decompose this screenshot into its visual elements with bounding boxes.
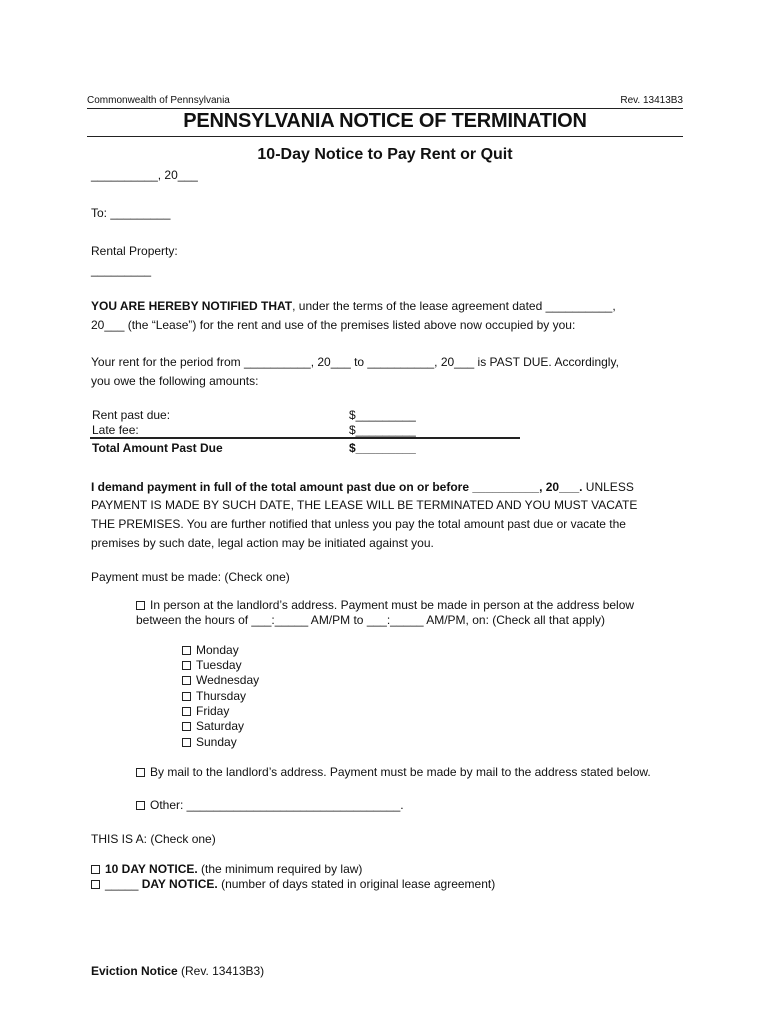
demand-line1-rest: UNLESS [582,480,634,494]
demand-line1 [91,478,634,497]
amount-label-total: Total Amount Past Due [92,441,223,455]
amount-value-total: $_________ [349,441,416,455]
checkbox-in-person[interactable] [136,601,145,610]
checkbox-sunday[interactable] [182,738,191,747]
demand-line3: THE PREMISES. You are further notified that unless you pay the total amount past due or vacate the [91,517,626,531]
demand-line4: premises by such date, legal action may be initiated against you. [91,536,434,550]
date-line: __________, 20___ [91,168,198,182]
notice-type-10-day [91,862,362,877]
notice-type-10-day-rest: (the minimum required by law) [197,862,363,876]
footer [91,962,264,981]
payment-label: Payment must be made: (Check one) [91,570,290,584]
option-other [136,798,404,813]
rental-property-blank: _________ [91,263,152,277]
day-wednesday [182,673,259,688]
option-by-mail [136,765,651,780]
day-monday-label: Monday [196,643,239,657]
checkbox-monday[interactable] [182,646,191,655]
rent-paragraph-line2: you owe the following amounts: [91,374,259,388]
day-wednesday-label: Wednesday [196,673,260,687]
checkbox-wednesday[interactable] [182,676,191,685]
title-rule [87,136,683,137]
option-by-mail-text: By mail to the landlord’s address. Payment must be made by mail to the address stated below. [150,765,651,779]
header-rule [87,108,683,109]
notice-type-custom-rest: (number of days stated in original lease agreement) [217,877,496,891]
notice-bold-lead: YOU ARE HEREBY NOTIFIED THAT [91,299,293,313]
page-subtitle: 10-Day Notice to Pay Rent or Quit [257,146,513,163]
checkbox-tuesday[interactable] [182,661,191,670]
day-sunday [182,735,237,750]
amounts-total-rule [90,437,520,439]
day-monday [182,643,239,658]
day-thursday [182,689,246,704]
day-friday [182,704,229,719]
notice-paragraph-line2: 20___ (the “Lease”) for the rent and use of the premises listed above now occupied by you: [91,318,576,332]
checkbox-10-day[interactable] [91,865,100,874]
option-in-person-text: In person at the landlord’s address. Payment must be made in person at the address below [150,598,635,612]
demand-line2: PAYMENT IS MADE BY SUCH DATE, THE LEASE WILL BE TERMINATED AND YOU MUST VACATE [91,498,638,512]
rent-paragraph-line1: Your rent for the period from __________, 20___ to __________, 20___ is PAST DUE. Accordingly, [91,355,619,369]
option-in-person-line2: between the hours of ___:_____ AM/PM to ___:_____ AM/PM, on: (Check all that apply) [136,613,605,627]
amount-label-rent: Rent past due: [92,408,171,422]
day-tuesday [182,658,242,673]
notice-paragraph-line1 [91,297,616,316]
amount-value-late: $_________ [349,423,416,437]
option-in-person [136,598,634,613]
day-tuesday-label: Tuesday [196,658,242,672]
checkbox-by-mail[interactable] [136,768,145,777]
to-line: To: _________ [91,206,171,220]
notice-type-custom-bold: DAY NOTICE. [141,877,218,891]
checkbox-other[interactable] [136,801,145,810]
option-other-text: Other: ________________________________. [150,798,404,812]
rental-property-label: Rental Property: [91,244,178,258]
checkbox-saturday[interactable] [182,722,191,731]
notice-type-10-day-bold: 10 DAY NOTICE. [105,862,198,876]
notice-type-label: THIS IS A: (Check one) [91,832,216,846]
day-saturday-label: Saturday [196,719,245,733]
checkbox-thursday[interactable] [182,692,191,701]
demand-bold: I demand payment in full of the total amount past due on or before __________, 20___. [91,480,583,494]
day-thursday-label: Thursday [196,689,247,703]
footer-rest: (Rev. 13413B3) [177,964,265,978]
revision-label: Rev. 13413B3 [620,95,683,106]
checkbox-friday[interactable] [182,707,191,716]
checkbox-custom-days[interactable] [91,880,100,889]
day-saturday [182,719,244,734]
jurisdiction-label: Commonwealth of Pennsylvania [87,95,230,106]
day-friday-label: Friday [196,704,230,718]
amount-label-late: Late fee: [92,423,139,437]
amount-value-rent: $_________ [349,408,416,422]
footer-bold: Eviction Notice [91,964,178,978]
notice-type-custom-prefix: _____ [105,877,142,891]
page-title: PENNSYLVANIA NOTICE OF TERMINATION [183,110,587,132]
notice-line1-rest: , under the terms of the lease agreement dated __________, [292,299,616,313]
notice-type-custom [91,877,495,892]
day-sunday-label: Sunday [196,735,237,749]
